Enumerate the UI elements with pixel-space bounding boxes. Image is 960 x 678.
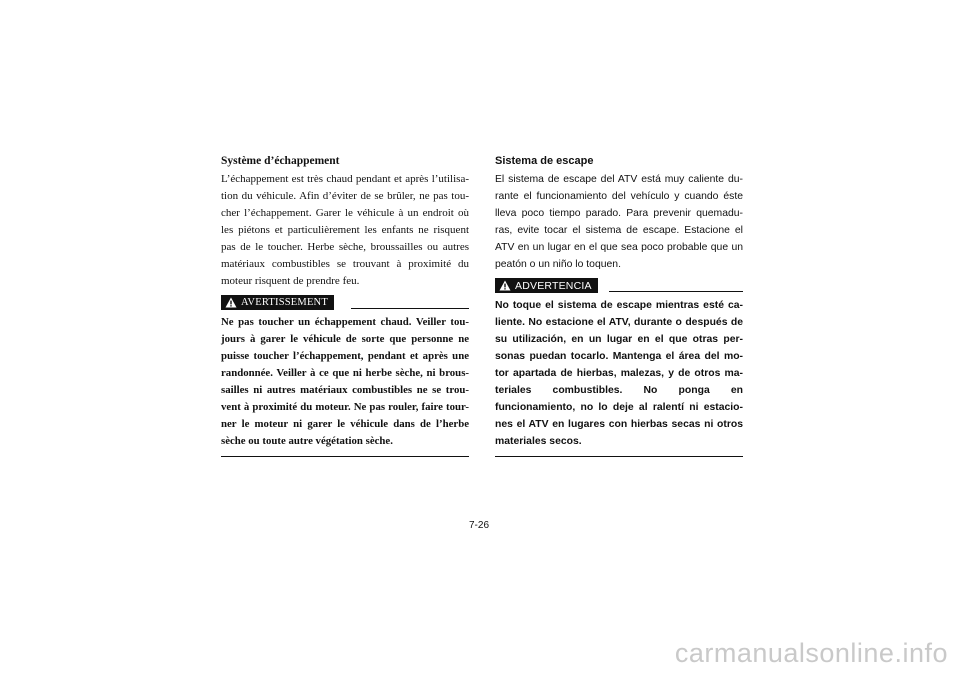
page-number: 7-26 <box>469 520 490 531</box>
french-warning-header <box>221 295 469 311</box>
spanish-end-rule <box>495 456 743 457</box>
spanish-body: El sistema de escape del ATV está muy caliente du-rante el funcionamiento del vehículo y cuando éste lleva poco tiempo parado. Para prevenir quemadu-ras, evite tocar el sistema de escape. Estacione el ATV en un lugar en el que sea poco probable que un peatón o un niño lo toquen. <box>495 174 743 270</box>
french-heading: Système d’échappement <box>221 155 340 167</box>
french-warning-rule <box>351 308 469 309</box>
french-warning-badge <box>221 295 334 310</box>
spanish-warning-badge <box>495 278 598 293</box>
french-body: L’échappement est très chaud pendant et après l’utilisa-tion du véhicule. Afin d’éviter de se brûler, ne pas tou-cher l’échappement. Garer le véhicule à un endroit où les piétons et particulièrement les enfants ne risquent pas de le toucher. Herbe sèche, broussailles ou autres matériaux combustibles se trouvant à proximité du moteur risquent de prendre feu. <box>221 173 469 287</box>
french-column <box>221 153 469 457</box>
spanish-warning-header <box>495 278 743 294</box>
spanish-warning-label: ADVERTENCIA <box>515 279 592 292</box>
watermark: carmanualsonline.info <box>674 638 948 668</box>
warning-triangle-icon <box>225 297 237 308</box>
spanish-warning-text: No toque el sistema de escape mientras esté ca-liente. No estacione el ATV, durante o después de su utilización, en un lugar en el que otras per-sonas puedan tocarlo. Mantenga el área del mo-tor apartada de hierbas, malezas, y de otros ma-teriales combustibles. No ponga en funcionamiento, no lo deje al ralentí ni estacio-nes el ATV en lugares con hierbas secas ni otros materiales secos. <box>495 300 743 447</box>
warning-triangle-icon <box>499 280 511 291</box>
spanish-heading: Sistema de escape <box>495 155 594 167</box>
french-end-rule <box>221 456 469 457</box>
french-warning-text: Ne pas toucher un échappement chaud. Veiller tou-jours à garer le véhicule de sorte que personne ne puisse toucher l’échappement, pendant et après une randonnée. Veiller à ce que ni herbe sèche, ni brous-sailles ni autres matériaux combustibles ne se trou-vent à proximité du moteur. Ne pas rouler, faire tour-ner le moteur ni garer le véhicule dans de l’herbe sèche ou toute autre végétation sèche. <box>221 316 469 447</box>
spanish-warning-rule <box>609 291 743 292</box>
french-warning-label: AVERTISSEMENT <box>241 297 328 308</box>
spanish-column <box>495 153 743 457</box>
